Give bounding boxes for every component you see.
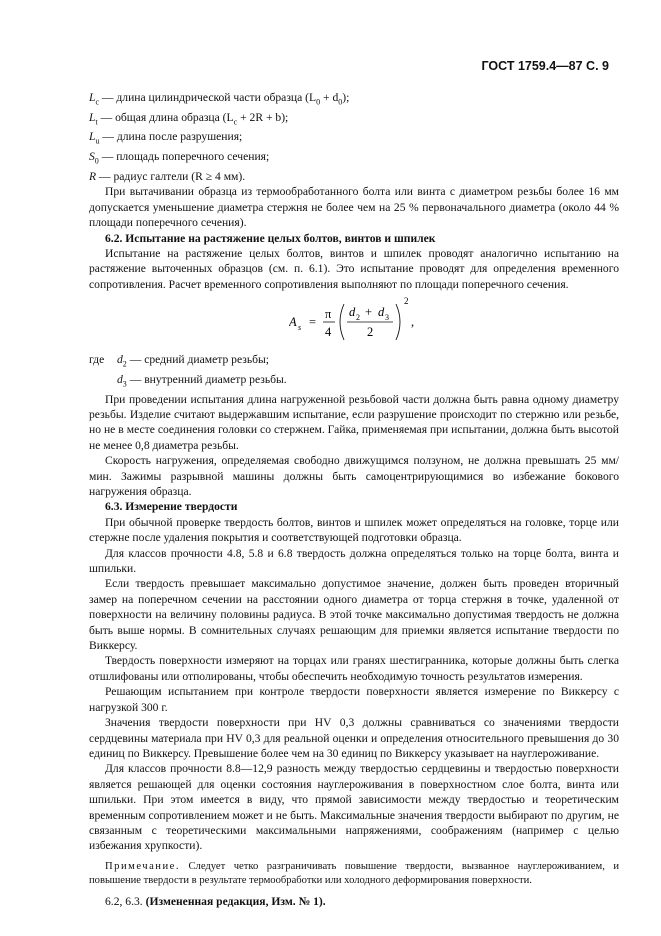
formula-four: 4 — [325, 325, 332, 340]
note-text: Следует четко разграничивать повышение твердости, вызванное науглероживанием, и повышение твердости в результате термообработки или холодного деформирования поверхности. — [89, 860, 619, 886]
paragraph-6-3-5: Решающим испытанием при контроле твердости поверхности является измерение по Виккерсу с нагрузкой 300 г. — [89, 685, 619, 714]
definition-symbol: L — [89, 130, 96, 144]
formula-lhs: A — [289, 315, 297, 330]
section-heading-6-3: 6.3. Измерение твердости — [105, 500, 238, 514]
where-subscript: 3 — [122, 379, 127, 389]
definition-symbol: L — [89, 91, 96, 104]
definition-text: — длина после разрушения; — [99, 130, 243, 144]
definition-item — [89, 90, 619, 110]
definition-symbol: L — [89, 110, 96, 124]
formula-pi: π — [325, 307, 332, 322]
formula-stress-area — [89, 292, 619, 352]
where-symbol: d — [117, 372, 123, 386]
paragraph-speed: Скорость нагружения, определяемая свободно движущимся ползуном, не должна превышать 25 мм/мин. Зажимы разрывной машины должны быть самоцентрирующимися во избежание бокового нагружения образца. — [89, 454, 619, 498]
amendment-prefix: 6.2, 6.3. — [105, 894, 146, 908]
paragraph-6-3-1: При обычной проверке твердость болтов, винтов и шпилек может определяться на головке, торце или стержне после удаления покрытия и соответствующей подготовки образца. — [89, 515, 619, 545]
formula-equals: = — [309, 315, 317, 330]
where-block — [89, 352, 619, 391]
formula-svg — [289, 292, 509, 350]
definition-subscript: t — [95, 117, 98, 127]
formula-two: 2 — [367, 325, 374, 340]
formula-comma: , — [411, 315, 415, 330]
paragraph-machining: При вытачивании образца из термообработанного болта или винта с диаметром резьбы более 16 мм допускается уменьшение диаметра стержня не более чем на 25 % первоначального диаметра (около 44 % площади поперечного сечения). — [89, 185, 619, 230]
definition-subscript: 0 — [316, 97, 321, 107]
definition-text: — общая длина образца (L — [97, 110, 234, 124]
definition-subscript: 0 — [338, 97, 343, 107]
paragraph-load: При проведении испытания длина нагруженной резьбовой части должна быть равна одному диаметру резьбы. Изделие считают выдержавшим испытание, если разрушение происходит по стержню или резьбе, но не в месте соединения головки со стержнем. Гайка, применяемая при испытании, должна быть высотой не менее 0,8 диаметра резьбы. — [89, 392, 619, 452]
definition-text: ); — [342, 91, 350, 104]
paragraph-6-3-6: Значения твердости поверхности при HV 0,3 должны сравниваться со значениями твердости сердцевины материала при HV 0,3 для реальной оценки и определения относительного превышения до 30 единиц по Виккерсу. Превышение более чем на 30 единиц по Виккерсу указывает на науглероживание. — [89, 716, 619, 760]
definition-subscript: 0 — [94, 156, 99, 166]
definition-item — [89, 149, 619, 169]
section-heading-6-2: 6.2. Испытание на растяжение целых болтов, винтов и шпилек — [105, 231, 436, 245]
definition-text: + d — [320, 91, 339, 104]
definition-symbol: S — [89, 150, 95, 164]
definition-text: — длина цилиндрической части образца (L — [99, 91, 317, 104]
definition-subscript: u — [95, 136, 100, 146]
paragraph-6-3-4: Твердость поверхности измеряют на торцах или гранях шестигранника, которые должны быть слегка отшлифованы или отполированы, чтобы обеспечить необходимую точность результатов измерения. — [89, 654, 619, 683]
amendment-bold: (Измененная редакция, Изм. № 1). — [145, 894, 326, 908]
paragraph-6-3-3: Если твердость превышает максимально допустимое значение, должен быть проведен вторичный замер на поперечном сечении на расстоянии одного диаметра от торца стержня в точке, удаленной от поверхности на величину половины радиуса. В этой точке максимально допустимая твердость не должна быть выше нормы. В сомнительных случаях решающим для приемки является испытание твердости по Виккерсу. — [89, 577, 619, 653]
paragraph-6-3-7: Для классов прочности 8.8—12,9 разность между твердостью сердцевины и твердостью поверхности является решающей для оценки состояния науглероживания в поверхностном слое болта, винта или шпильки. При этом имеется в виду, что прямой зависимости между твердостью и теоретическим временным сопротивлением может и не быть. Максимальные значения твердости выбирают по другим, не связанным с теоретическими максимальными напряжениями, соображениям (например с целью избежания хрупкости). — [89, 762, 619, 853]
definition-text: — площадь поперечного сечения; — [98, 150, 270, 164]
formula-paren-left — [340, 304, 344, 340]
formula-d3-sub: 3 — [385, 313, 389, 323]
definition-text: + 2R + b); — [237, 110, 289, 124]
definition-text: — радиус галтели (R ≥ 4 мм). — [96, 169, 246, 183]
where-text: — средний диаметр резьбы; — [126, 353, 270, 367]
formula-d2-sub: 2 — [356, 313, 360, 323]
formula-plus: + — [365, 305, 373, 320]
page-content — [89, 90, 619, 909]
where-item — [117, 372, 287, 392]
formula-exponent: 2 — [404, 296, 409, 307]
where-text: — внутренний диаметр резьбы. — [126, 372, 287, 386]
definition-subscript: c — [233, 117, 238, 127]
definition-symbol: R — [89, 169, 97, 183]
formula-d2: d — [349, 305, 356, 320]
page-header: ГОСТ 1759.4—87 С. 9 — [481, 59, 609, 73]
definition-item — [89, 169, 619, 184]
where-item — [117, 352, 269, 372]
definition-item — [89, 110, 619, 130]
definition-item — [89, 129, 619, 149]
amendment-line — [89, 894, 619, 909]
where-symbol: d — [117, 353, 123, 367]
definitions-list — [89, 90, 619, 184]
note — [89, 860, 619, 888]
note-label: Примечание. — [105, 860, 180, 872]
paragraph-6-2: Испытание на растяжение целых болтов, винтов и шпилек проводят аналогично испытанию на растяжение выточенных образцов (см. п. 6.1). Это испытание проводят для определения временного сопротивления. Расчет временного сопротивления выполняют по площади поперечного сечения. — [89, 246, 619, 291]
formula-d3: d — [378, 305, 385, 320]
paragraph-6-3-2: Для классов прочности 4.8, 5.8 и 6.8 твердость должна определяться только на торце болта, винта и шпильки. — [89, 546, 619, 576]
where-label: где — [89, 353, 105, 367]
definition-subscript: c — [95, 97, 100, 107]
where-subscript: 2 — [122, 359, 127, 369]
formula-lhs-sub: s — [298, 323, 302, 333]
formula-paren-right — [396, 304, 400, 340]
